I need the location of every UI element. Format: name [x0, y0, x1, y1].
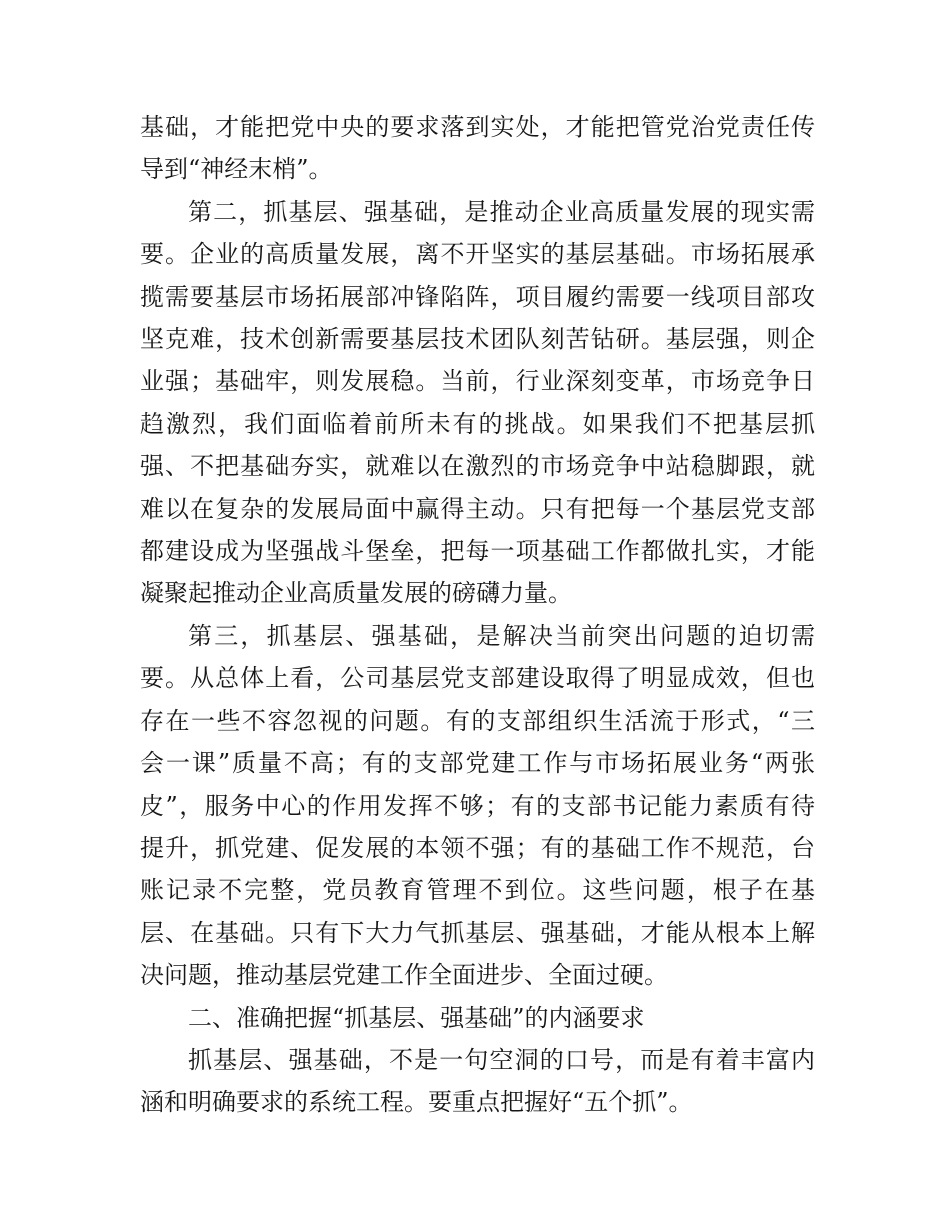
- document-line: 坚克难，技术创新需要基层技术团队刻苦钻研。基层强，则企: [140, 325, 815, 354]
- document-line: 都建设成为坚强战斗堡垒，把每一项基础工作都做扎实，才能: [140, 537, 815, 566]
- document-line: 皮”，服务中心的作用发挥不够；有的支部书记能力素质有待: [140, 791, 815, 820]
- document-line: 涵和明确要求的系统工程。要重点把握好“五个抓”。: [140, 1088, 693, 1117]
- document-line: 难以在复杂的发展局面中赢得主动。只有把每一个基层党支部: [140, 494, 815, 523]
- document-line: 趋激烈，我们面临着前所未有的挑战。如果我们不把基层抓: [140, 409, 815, 438]
- document-line: 提升，抓党建、促发展的本领不强；有的基础工作不规范，台: [140, 833, 815, 862]
- paragraph-second-point: [140, 191, 815, 615]
- document-line: 导到“神经末梢”。: [140, 155, 333, 184]
- document-line: 强、不把基础夯实，就难以在激烈的市场竞争中站稳脚跟，就: [140, 452, 815, 481]
- document-line: 要。企业的高质量发展，离不开坚实的基层基础。市场拓展承: [140, 240, 815, 269]
- document-line: 账记录不完整，党员教育管理不到位。这些问题，根子在基: [140, 876, 815, 905]
- document-line: 抓基层、强基础，不是一句空洞的口号，而是有着丰富内: [188, 1045, 815, 1074]
- section-heading-line: 二、准确把握“抓基层、强基础”的内涵要求: [188, 1003, 645, 1032]
- paragraph-intro-connotation: [140, 1039, 815, 1124]
- document-line: 要。从总体上看，公司基层党支部建设取得了明显成效，但也: [140, 664, 815, 693]
- document-line: 业强；基础牢，则发展稳。当前，行业深刻变革，市场竞争日: [140, 367, 815, 396]
- section-heading: [140, 997, 815, 1039]
- document-line: 揽需要基层市场拓展部冲锋陷阵，项目履约需要一线项目部攻: [140, 282, 815, 311]
- document-line: 层、在基础。只有下大力气抓基层、强基础，才能从根本上解: [140, 918, 815, 947]
- paragraph-third-point: [140, 615, 815, 997]
- document-line: 基础，才能把党中央的要求落到实处，才能把管党治党责任传: [140, 113, 815, 141]
- document-line: 会一课”质量不高；有的支部党建工作与市场拓展业务“两张: [140, 749, 815, 778]
- document-line: 第三，抓基层、强基础，是解决当前突出问题的迫切需: [188, 621, 815, 650]
- document-line: 第二，抓基层、强基础，是推动企业高质量发展的现实需: [188, 197, 815, 226]
- document-body: [140, 106, 815, 1124]
- document-line: 决问题，推动基层党建工作全面进步、全面过硬。: [140, 961, 668, 990]
- paragraph-continuation: [140, 106, 815, 191]
- document-line: 存在一些不容忽视的问题。有的支部组织生活流于形式，“三: [140, 706, 815, 735]
- document-line: 凝聚起推动企业高质量发展的磅礴力量。: [140, 579, 572, 608]
